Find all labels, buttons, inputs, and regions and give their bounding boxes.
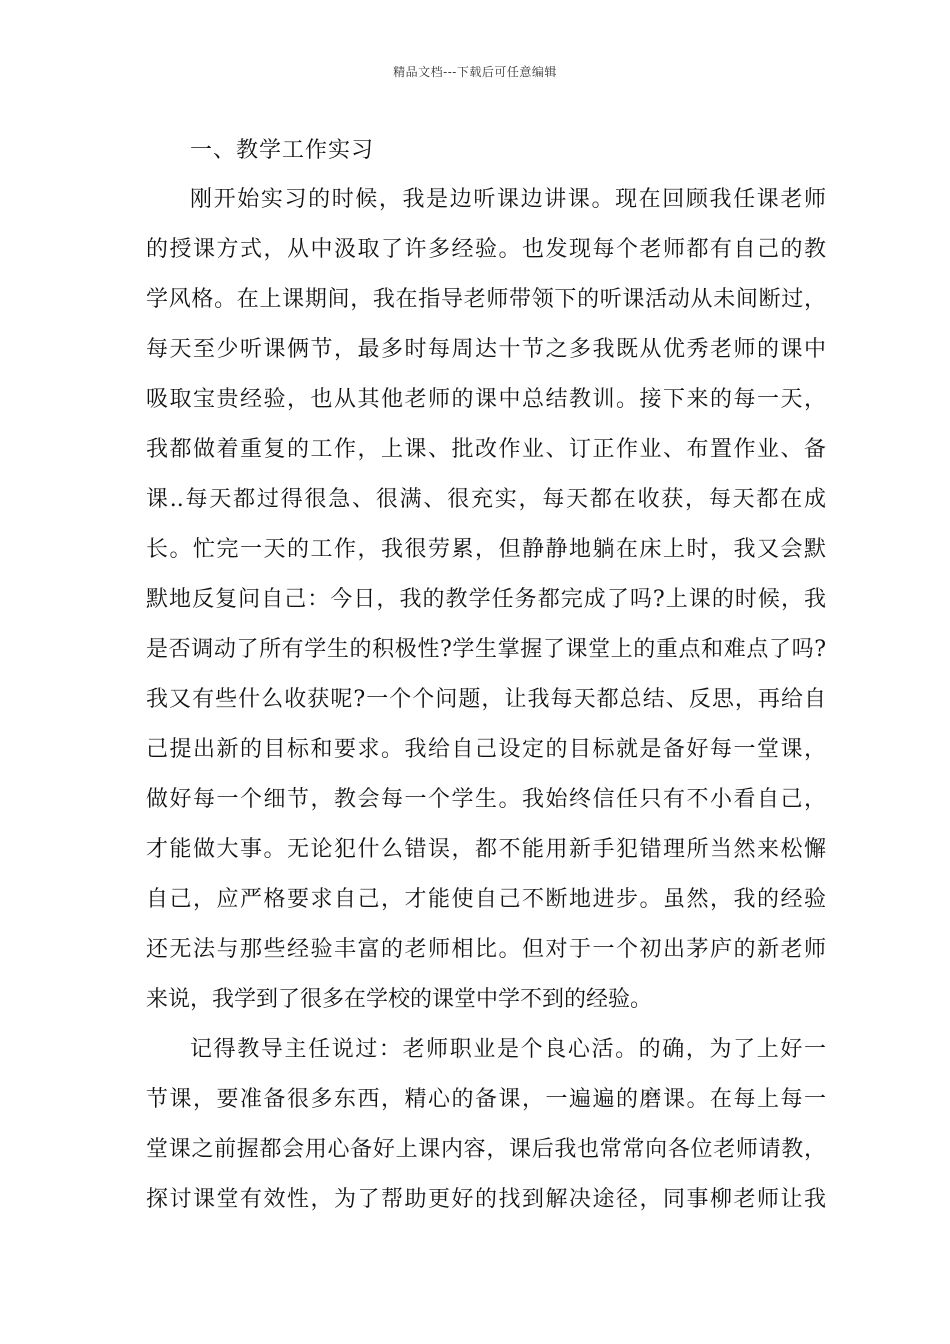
paragraph-2-line-2: 节课，要准备很多东西，精心的备课，一遍遍的磨课。在每上每一: [146, 1087, 826, 1112]
paragraph-1-line-4: 每天至少听课俩节，最多时每周达十节之多我既从优秀老师的课中: [146, 337, 826, 362]
section-heading: 一、教学工作实习: [190, 138, 375, 163]
paragraph-1-line-1: 刚开始实习的时候，我是边听课边讲课。现在回顾我任课老师: [190, 187, 826, 212]
page-header: 精品文档---下载后可任意编辑: [393, 65, 557, 79]
paragraph-1-line-13: 做好每一个细节，教会每一个学生。我始终信任只有不小看自己，: [146, 787, 826, 812]
paragraph-1-line-7: 课..每天都过得很急、很满、很充实，每天都在收获，每天都在成: [146, 487, 826, 512]
paragraph-1-line-16: 还无法与那些经验丰富的老师相比。但对于一个初出茅庐的新老师: [146, 937, 826, 962]
paragraph-2-line-3: 堂课之前握都会用心备好上课内容，课后我也常常向各位老师请教，: [146, 1137, 826, 1162]
paragraph-1-line-11: 我又有些什么收获呢?一个个问题，让我每天都总结、反思，再给自: [146, 687, 826, 712]
paragraph-1-line-12: 己提出新的目标和要求。我给自己设定的目标就是备好每一堂课，: [146, 737, 826, 762]
paragraph-2-line-4: 探讨课堂有效性，为了帮助更好的找到解决途径，同事柳老师让我: [146, 1187, 826, 1212]
paragraph-1-line-15: 自己，应严格要求自己，才能使自己不断地进步。虽然，我的经验: [146, 887, 826, 912]
paragraph-1-line-10: 是否调动了所有学生的积极性?学生掌握了课堂上的重点和难点了吗?: [146, 637, 826, 662]
paragraph-1-line-3: 学风格。在上课期间，我在指导老师带领下的听课活动从未间断过，: [146, 287, 826, 312]
paragraph-1-line-17: 来说，我学到了很多在学校的课堂中学不到的经验。: [146, 987, 653, 1012]
paragraph-1-line-8: 长。忙完一天的工作，我很劳累，但静静地躺在床上时，我又会默: [146, 537, 826, 562]
paragraph-1-line-2: 的授课方式，从中汲取了许多经验。也发现每个老师都有自己的教: [146, 237, 826, 262]
paragraph-1-line-6: 我都做着重复的工作，上课、批改作业、订正作业、布置作业、备: [146, 437, 826, 462]
paragraph-1-line-9: 默地反复问自己：今日，我的教学任务都完成了吗?上课的时候，我: [146, 587, 826, 612]
paragraph-1-line-14: 才能做大事。无论犯什么错误，都不能用新手犯错理所当然来松懈: [146, 837, 826, 862]
paragraph-2-line-1: 记得教导主任说过：老师职业是个良心活。的确，为了上好一: [190, 1037, 826, 1062]
paragraph-1-line-5: 吸取宝贵经验，也从其他老师的课中总结教训。接下来的每一天，: [146, 387, 826, 412]
